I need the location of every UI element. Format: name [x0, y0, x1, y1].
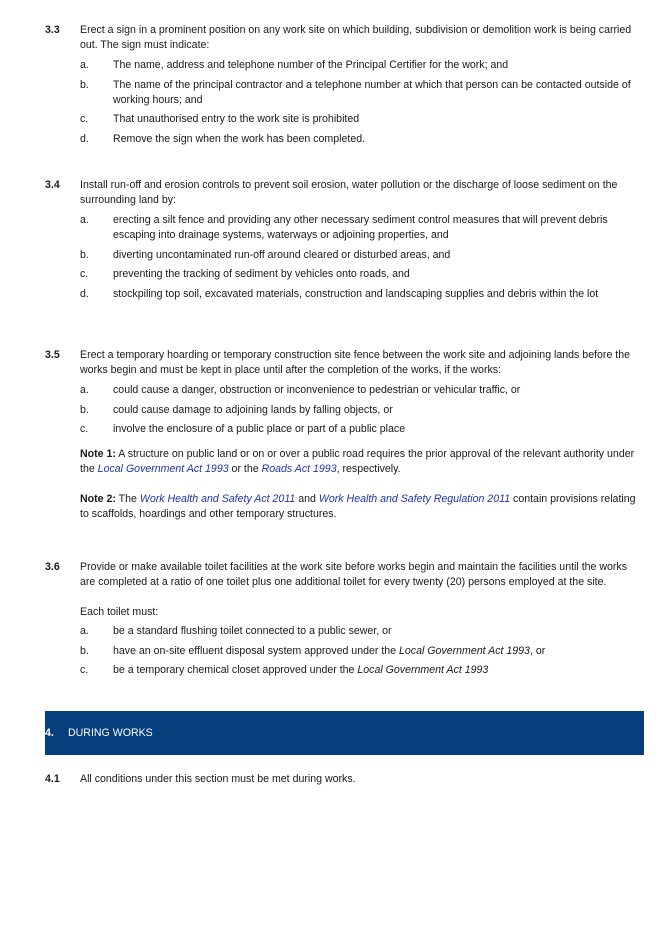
note-text: A structure on public land or on or over a public road requires the prior approval of the relevant authority under the: [80, 448, 635, 475]
list-text: preventing the tracking of sediment by vehicles onto roads, and: [113, 268, 410, 280]
list-text: That unauthorised entry to the work site is prohibited: [113, 113, 360, 125]
list-letter: c.: [80, 664, 89, 676]
condition-text: All conditions under this section must be met during works.: [80, 773, 356, 785]
list-letter: a.: [80, 214, 89, 226]
list-item: [80, 267, 643, 282]
list-item: [80, 287, 643, 302]
list-item: [80, 58, 643, 73]
condition-3-3: [45, 23, 643, 151]
condition-3-4: [45, 178, 643, 306]
condition-3-5: [45, 348, 643, 522]
condition-text: Install run-off and erosion controls to prevent soil erosion, water pollution or the discharge of loose sediment on the surrounding land by:: [80, 179, 618, 206]
list-letter: a.: [80, 384, 89, 396]
condition-list: [80, 624, 643, 678]
act-link-local-government-act[interactable]: Local Government Act 1993: [97, 463, 229, 475]
list-letter: d.: [80, 132, 89, 145]
list-text: diverting uncontaminated run-off around cleared or disturbed areas, and: [113, 248, 451, 261]
list-text: have an on-site effluent disposal system approved under the: [113, 644, 400, 657]
condition-number: 3.6: [45, 561, 60, 573]
note-label: Note 1:: [80, 448, 116, 460]
section-number: 4.: [45, 727, 54, 739]
list-letter: a.: [80, 625, 89, 637]
list-item: [80, 644, 643, 659]
list-letter: a.: [80, 59, 89, 71]
act-link-roads-act[interactable]: Roads Act 1993: [261, 463, 337, 475]
list-text: Remove the sign when the work has been completed.: [113, 132, 366, 145]
list-text: be a standard flushing toilet connected to a public sewer, or: [113, 625, 392, 637]
note-text: or the: [228, 463, 262, 475]
condition-text: Provide or make available toilet facilities at the work site before works begin and maintain the facilities until the works are completed at a ratio of one toilet plus one additional toilet for every twenty (20) persons employed at the site.: [80, 561, 628, 588]
list-text: could cause damage to adjoining lands by falling objects, or: [113, 403, 393, 416]
condition-list: [80, 383, 643, 437]
condition-list: [80, 213, 643, 302]
condition-number: 3.5: [45, 349, 60, 361]
list-text: erecting a silt fence and providing any other necessary sediment control measures that will prevent debris escaping into drainage systems, waterways or adjoining properties, and: [113, 214, 608, 241]
condition-number: 3.4: [45, 179, 60, 191]
list-item: [80, 624, 643, 639]
list-text: be a temporary chemical closet approved under the: [113, 664, 358, 676]
list-item: [80, 112, 643, 127]
list-letter: c.: [80, 113, 89, 125]
note-text: , respectively.: [336, 463, 401, 475]
list-letter: b.: [80, 403, 89, 416]
list-letter: d.: [80, 287, 89, 300]
condition-list: [80, 58, 643, 147]
list-letter: c.: [80, 423, 89, 435]
act-name: Local Government Act 1993: [357, 664, 489, 676]
act-link-whs-act[interactable]: Work Health and Safety Act 2011: [139, 493, 296, 505]
condition-number: 3.3: [45, 24, 60, 36]
list-text: The name of the principal contractor and a telephone number at which that person can be contacted outside of working hours; and: [113, 78, 631, 106]
condition-4-1: [45, 772, 643, 787]
act-link-whs-regulation[interactable]: Work Health and Safety Regulation 2011: [318, 493, 511, 505]
list-item: [80, 663, 643, 678]
section-heading-banner: [45, 711, 644, 755]
condition-sub-intro: Each toilet must:: [80, 606, 159, 618]
note-2: [80, 492, 643, 522]
list-letter: b.: [80, 248, 89, 261]
condition-text: Erect a sign in a prominent position on any work site on which building, subdivision or demolition work is being carried out. The sign must indicate:: [80, 24, 632, 51]
list-text: , or: [529, 644, 546, 657]
list-item: [80, 213, 643, 243]
note-text: and: [295, 493, 319, 505]
note-1: [80, 447, 643, 477]
condition-number: 4.1: [45, 773, 60, 785]
note-text: contain provisions relating to scaffolds, hoardings and other temporary structures.: [80, 493, 636, 520]
list-item: [80, 383, 643, 398]
list-letter: b.: [80, 644, 89, 657]
list-item: [80, 422, 643, 437]
condition-3-6: [45, 560, 643, 683]
note-label: Note 2:: [80, 493, 116, 505]
list-letter: b.: [80, 78, 89, 91]
list-text: could cause a danger, obstruction or inconvenience to pedestrian or vehicular traffic, or: [113, 384, 521, 396]
list-text: stockpiling top soil, excavated materials, construction and landscaping supplies and debris within the lot: [113, 287, 599, 300]
condition-text: Erect a temporary hoarding or temporary construction site fence between the work site and adjoining lands before the works begin and must be kept in place until after the completion of the works, if the works:: [80, 349, 631, 376]
act-name: Local Government Act 1993: [399, 644, 530, 657]
list-item: [80, 78, 643, 108]
list-item: [80, 132, 643, 147]
list-letter: c.: [80, 268, 89, 280]
note-text: The: [115, 493, 140, 505]
section-title: DURING WORKS: [68, 727, 153, 739]
list-item: [80, 248, 643, 263]
list-text: The name, address and telephone number of the Principal Certifier for the work; and: [113, 59, 509, 71]
list-item: [80, 403, 643, 418]
list-text: involve the enclosure of a public place or part of a public place: [113, 423, 406, 435]
